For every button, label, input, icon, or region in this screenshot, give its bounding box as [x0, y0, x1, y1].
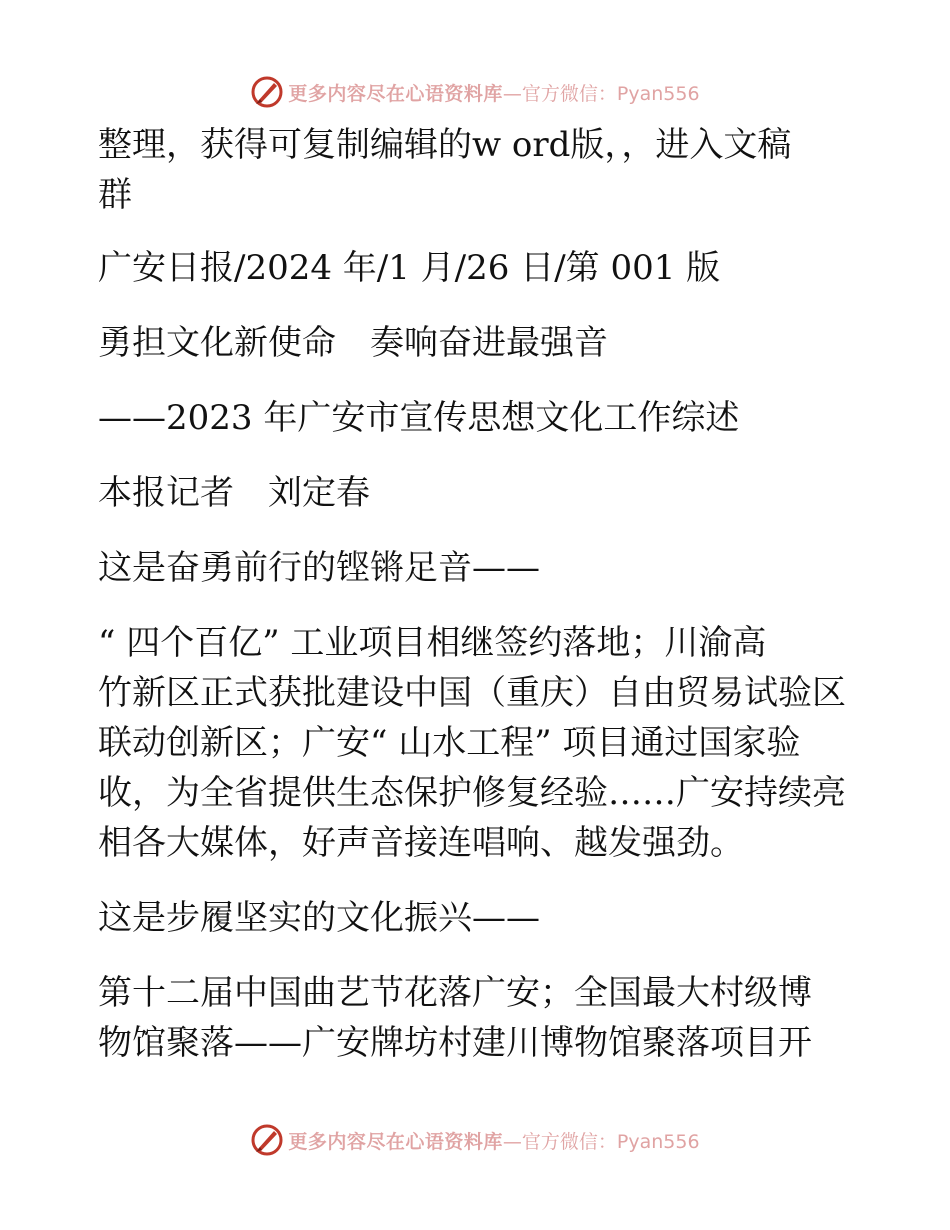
- watermark-header: [0, 72, 950, 112]
- text-line: 第十二届中国曲艺节花落广安；全国最大村级博: [98, 973, 812, 1013]
- watermark-main-text: 更多内容尽在心语资料库: [288, 1130, 503, 1153]
- text-line: 收，为全省提供生态保护修复经验……广安持续亮: [98, 773, 846, 813]
- text-line: 物馆聚落——广安牌坊村建川博物馆聚落项目开: [98, 1023, 812, 1063]
- paragraph-byline: [98, 468, 858, 518]
- text-line: 本报记者 刘定春: [98, 473, 370, 513]
- paragraph-lead-1: [98, 543, 858, 593]
- text-line: 整理，获得可复制编辑的w ord版，，进入文稿: [98, 125, 792, 165]
- paragraph-lead-2: [98, 893, 858, 943]
- document-body: [98, 120, 858, 1093]
- text-line: 竹新区正式获批建设中国（重庆）自由贸易试验区: [98, 673, 846, 713]
- paragraph-source: [98, 243, 858, 293]
- text-line: “ 四个百亿” 工业项目相继签约落地；川渝高: [98, 623, 767, 663]
- paragraph-subheadline: [98, 393, 858, 443]
- watermark-footer: [0, 1120, 950, 1160]
- text-line: 这是步履坚实的文化振兴——: [98, 898, 540, 938]
- text-line: 群: [98, 175, 132, 215]
- watermark-main-text: 更多内容尽在心语资料库: [288, 82, 503, 105]
- paragraph-body-2: [98, 968, 858, 1068]
- watermark-sub-text: —官方微信：Pyan556: [502, 82, 700, 105]
- paragraph-headline: [98, 318, 858, 368]
- paragraph-intro: [98, 120, 858, 220]
- pen-logo-icon: [250, 75, 284, 109]
- text-line: 联动创新区；广安“ 山水工程” 项目通过国家验: [98, 723, 801, 763]
- pen-logo-icon: [250, 1123, 284, 1157]
- watermark-sub-text: —官方微信：Pyan556: [502, 1130, 700, 1153]
- text-line: ——2023 年广安市宣传思想文化工作综述: [98, 398, 740, 438]
- text-line: 勇担文化新使命 奏响奋进最强音: [98, 323, 608, 363]
- text-line: 广安日报/2024 年/1 月/26 日/第 001 版: [98, 248, 721, 288]
- text-line: 这是奋勇前行的铿锵足音——: [98, 548, 540, 588]
- paragraph-body-1: [98, 618, 858, 868]
- text-line: 相各大媒体，好声音接连唱响、越发强劲。: [98, 823, 744, 863]
